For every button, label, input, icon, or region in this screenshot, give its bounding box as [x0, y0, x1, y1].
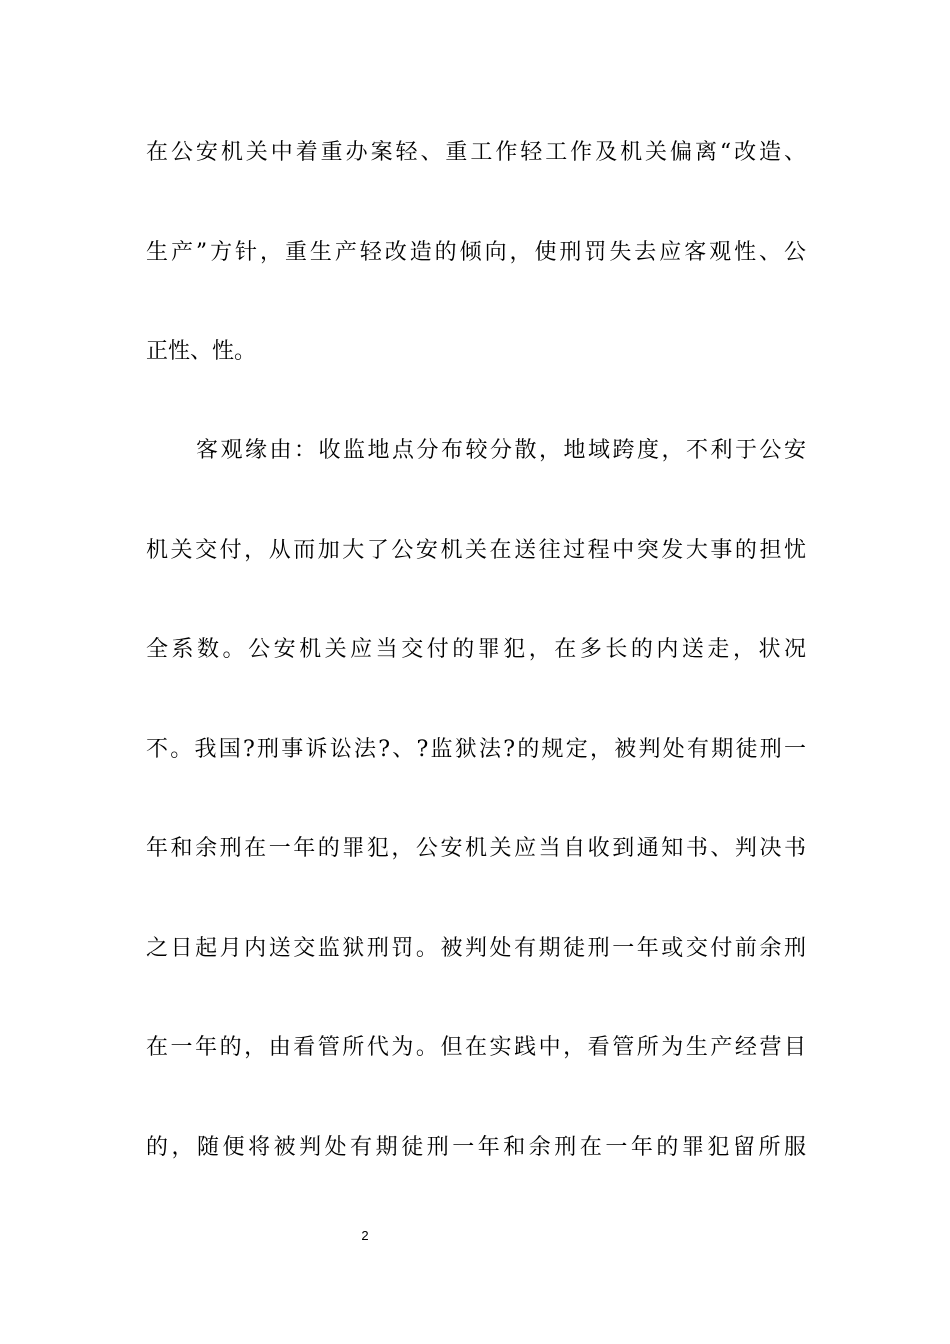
- text-line-3: 正性、性。: [146, 339, 257, 364]
- text-line-5: 机关交付，从而加大了公安机关在送往过程中突发大事的担忧: [146, 538, 806, 563]
- text-line-11: 的，随便将被判处有期徒刑一年和余刑在一年的罪犯留所服: [146, 1135, 806, 1160]
- text-line-2: 生产”方针，重生产轻改造的倾向，使刑罚失去应客观性、公: [146, 240, 806, 265]
- page-number: 2: [361, 1228, 369, 1243]
- text-line-4: 客观缘由：收监地点分布较分散，地域跨度，不利于公安: [196, 438, 806, 463]
- text-line-7: 不。我国?刑事诉讼法?、?监狱法?的规定，被判处有期徒刑一: [146, 737, 806, 762]
- text-line-6: 全系数。公安机关应当交付的罪犯，在多长的内送走，状况: [146, 637, 806, 662]
- text-line-9: 之日起月内送交监狱刑罚。被判处有期徒刑一年或交付前余刑: [146, 936, 806, 961]
- text-line-10: 在一年的，由看管所代为。但在实践中，看管所为生产经营目: [146, 1035, 806, 1060]
- text-line-1: 在公安机关中着重办案轻、重工作轻工作及机关偏离“改造、: [146, 140, 806, 165]
- text-line-8: 年和余刑在一年的罪犯，公安机关应当自收到通知书、判决书: [146, 836, 806, 861]
